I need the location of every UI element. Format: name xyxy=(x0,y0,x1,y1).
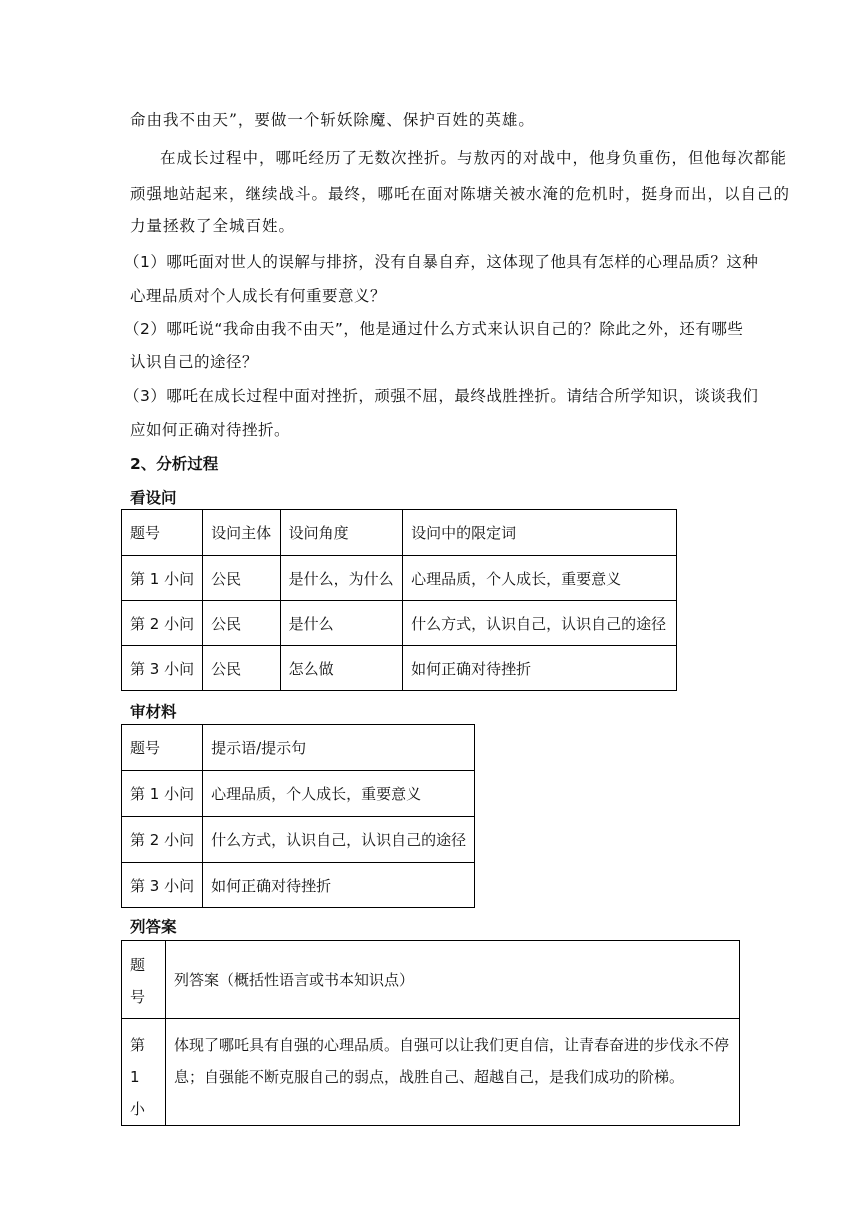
question-2-line: （2）哪吒说“我命由我不由天”，他是通过什么方式来认识自己的？除此之外，还有哪些 xyxy=(124,320,744,338)
answer-line: 体现了哪吒具有自强的心理品质。自强可以让我们更自信，让青春奋进的步伐永不停 xyxy=(173,1036,729,1054)
table-cell: 第 3 小问 xyxy=(122,646,203,691)
passage-line: 力量拯救了全城百姓。 xyxy=(130,217,296,235)
table-cell: 怎么做 xyxy=(280,646,402,691)
table-cell: 第 2 小问 xyxy=(122,817,203,863)
table-header-row xyxy=(122,941,740,1019)
table-cell: 第 2 小问 xyxy=(122,601,203,646)
table-header-cell: 列答案（概括性语言或书本知识点） xyxy=(165,941,739,1019)
table-cell xyxy=(122,1019,166,1126)
question-3-line: 应如何正确对待挫折。 xyxy=(130,421,291,439)
header-num-line: 号 xyxy=(130,988,146,1006)
table-cell: 第 1 小问 xyxy=(122,771,203,817)
table3-heading: 列答案 xyxy=(130,918,177,936)
table-row xyxy=(122,1019,740,1126)
table-cell: 公民 xyxy=(203,646,280,691)
table-cell: 第 1 小问 xyxy=(122,556,203,601)
row-num-line: 第 1 xyxy=(130,1036,146,1086)
table-header-row xyxy=(122,510,677,556)
passage-line: 命由我不由天”，要做一个斩妖除魔、保护百姓的英雄。 xyxy=(130,111,535,129)
passage-line: 在成长过程中，哪吒经历了无数次挫折。与敖丙的对战中，他身负重伤，但他每次都能 xyxy=(160,149,788,167)
table2-heading: 审材料 xyxy=(130,703,177,721)
table-row xyxy=(122,556,677,601)
table-row xyxy=(122,601,677,646)
table-cell: 公民 xyxy=(203,601,280,646)
table-cell: 什么方式，认识自己，认识自己的途径 xyxy=(203,817,475,863)
answer-line: 息；自强能不断克服自己的弱点，战胜自己、超越自己，是我们成功的阶梯。 xyxy=(173,1068,684,1086)
table-cell: 第 3 小问 xyxy=(122,863,203,908)
table-cell: 心理品质，个人成长，重要意义 xyxy=(403,556,677,601)
question-1-line: 心理品质对个人成长有何重要意义？ xyxy=(130,287,387,305)
table-header-cell: 提示语/提示句 xyxy=(203,725,475,771)
table-row xyxy=(122,646,677,691)
question-2-line: 认识自己的途径？ xyxy=(130,353,259,371)
question-analysis-table xyxy=(121,509,677,691)
question-3-line: （3）哪吒在成长过程中面对挫折，顽强不屈，最终战胜挫折。请结合所学知识，谈谈我们 xyxy=(124,387,759,405)
table-cell: 心理品质，个人成长，重要意义 xyxy=(203,771,475,817)
table-header-cell: 题号 xyxy=(122,725,203,771)
table-cell xyxy=(165,1019,739,1126)
table-cell: 什么方式，认识自己，认识自己的途径 xyxy=(403,601,677,646)
table-row xyxy=(122,817,475,863)
table-header-cell: 设问中的限定词 xyxy=(403,510,677,556)
table-header-cell: 设问主体 xyxy=(203,510,280,556)
table-cell: 如何正确对待挫折 xyxy=(203,863,475,908)
table-row xyxy=(122,863,475,908)
table-header-cell xyxy=(122,941,166,1019)
table-header-cell: 设问角度 xyxy=(280,510,402,556)
table-header-cell: 题号 xyxy=(122,510,203,556)
table-header-row xyxy=(122,725,475,771)
table-cell: 如何正确对待挫折 xyxy=(403,646,677,691)
row-num-line: 小 xyxy=(130,1100,146,1118)
header-num-line: 题 xyxy=(130,956,146,974)
question-1-line: （1）哪吒面对世人的误解与排挤，没有自暴自弃，这体现了他具有怎样的心理品质？这种 xyxy=(124,253,759,271)
table1-heading: 看设问 xyxy=(130,489,177,507)
answer-table xyxy=(121,940,740,1126)
material-table xyxy=(121,724,475,908)
table-cell: 公民 xyxy=(203,556,280,601)
passage-line: 顽强地站起来，继续战斗。最终，哪吒在面对陈塘关被水淹的危机时，挺身而出，以自己的 xyxy=(130,185,791,203)
table-cell: 是什么 xyxy=(280,601,402,646)
table-row xyxy=(122,771,475,817)
table-cell: 是什么，为什么 xyxy=(280,556,402,601)
section-title: 2、分析过程 xyxy=(130,455,219,473)
